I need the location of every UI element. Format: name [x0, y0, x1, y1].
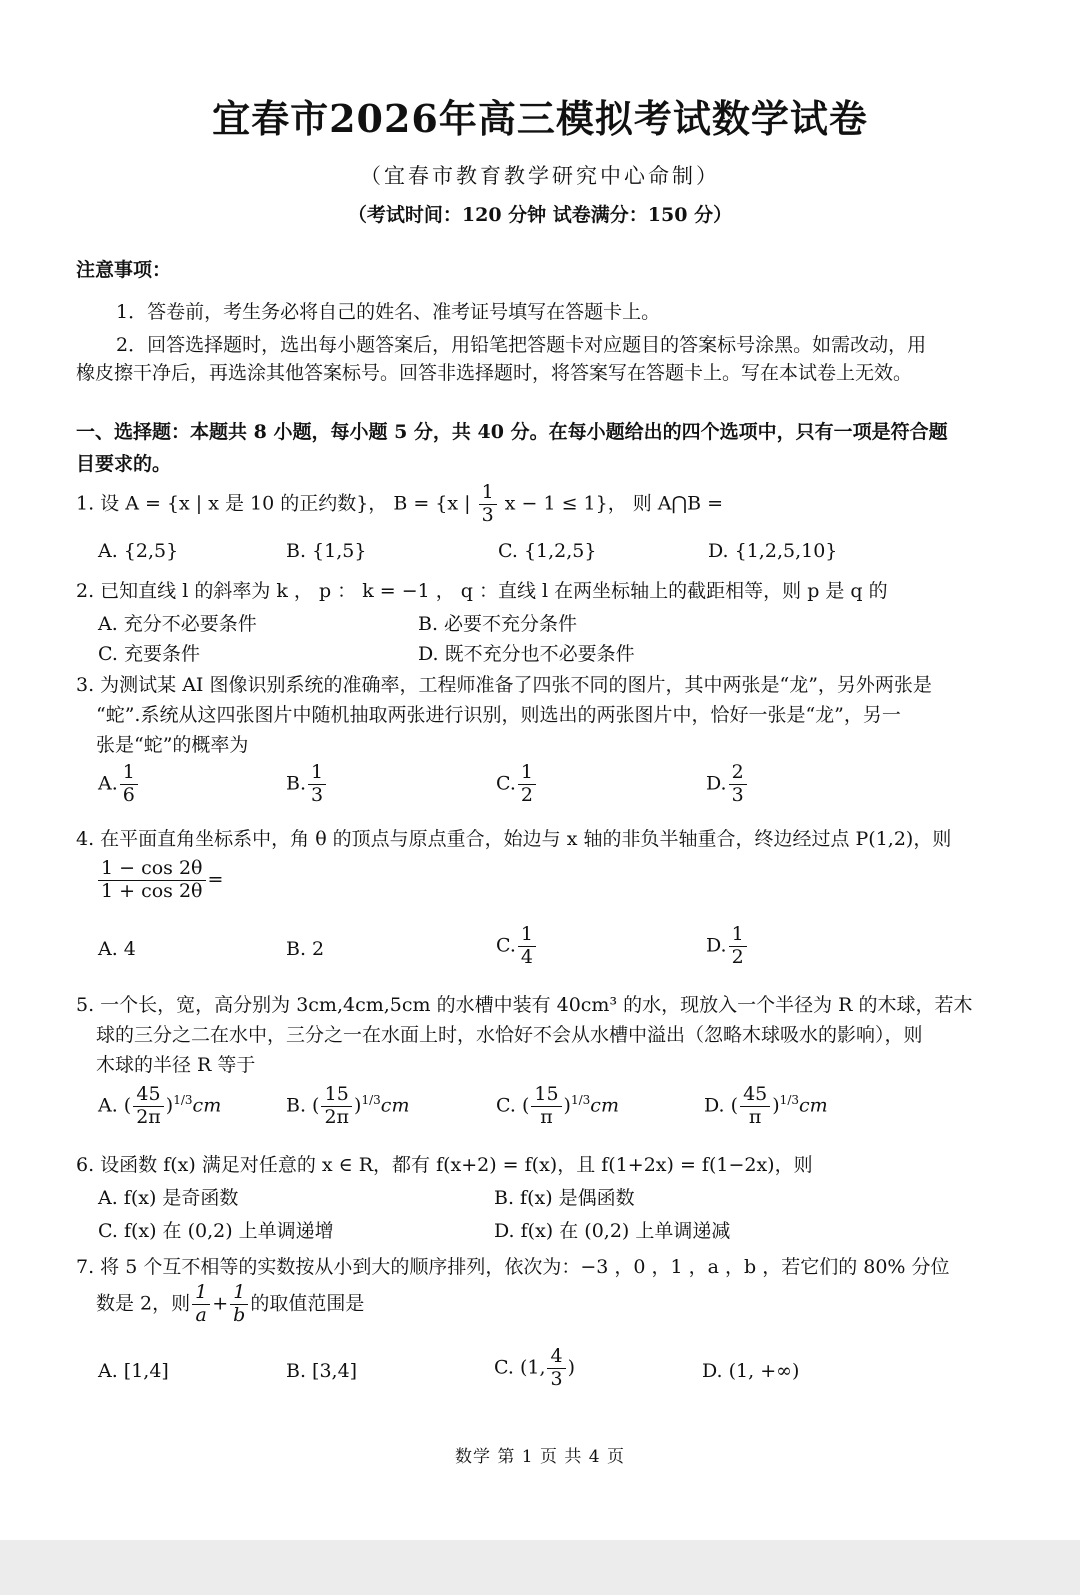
- q5-a-exp-den: 3: [184, 1093, 193, 1108]
- q3-a-label: A.: [98, 772, 118, 795]
- q5-b-close: ): [354, 1094, 362, 1117]
- q1-option-b: B. {1,5}: [286, 540, 367, 562]
- q5-a-unit: cm: [192, 1094, 222, 1117]
- q5-c-num: 15: [531, 1084, 561, 1107]
- q5-a-close: ): [165, 1094, 174, 1117]
- q3-d-label: D.: [706, 772, 727, 795]
- q1-option-c: C. {1,2,5}: [498, 540, 597, 562]
- q4-d-label: D.: [706, 934, 727, 957]
- q5-b-num: 15: [321, 1084, 352, 1107]
- q4-option-d: [706, 924, 749, 969]
- q5-d-num: 45: [740, 1084, 770, 1107]
- page-footer: 数学 第 1 页 共 4 页: [454, 1447, 626, 1467]
- q5-c-close: ): [563, 1094, 571, 1117]
- q5-d-label: D. (: [704, 1094, 739, 1117]
- q5-a-label: A. (: [98, 1094, 132, 1117]
- q5-a-exp-num: 1: [173, 1093, 181, 1108]
- q5-c-exp: 1/3: [570, 1093, 591, 1108]
- exam-subtitle: （宜春市教育教学研究中心命制）: [360, 164, 720, 188]
- q5-b-exp: 1/3: [361, 1093, 381, 1108]
- q3-option-c: [496, 762, 538, 807]
- section1-heading-line2: 目要求的。: [76, 453, 172, 475]
- q5-b-exp-den: 3: [373, 1093, 381, 1108]
- q5-a-exp: 1/3: [173, 1093, 193, 1108]
- q3-c-frac: [518, 762, 536, 807]
- q5-a-num: 45: [133, 1084, 164, 1107]
- q6-option-d: D. f(x) 在 (0,2) 上单调递减: [494, 1220, 731, 1242]
- q3-c-den: 2: [520, 783, 533, 806]
- q3-a-num: 1: [120, 762, 138, 785]
- q5-c-unit: cm: [590, 1094, 619, 1117]
- q7-c-num: 4: [547, 1346, 565, 1369]
- q3-b-num: 1: [308, 762, 326, 785]
- q5-d-close: ): [772, 1094, 780, 1117]
- q5-d-exp: 1/3: [779, 1093, 799, 1108]
- q4-expr-frac: [98, 858, 206, 903]
- question-5-line1: 5. 一个长，宽，高分别为 3cm,4cm,5cm 的水槽中装有 40cm³ 的水，现放入一个半径为 R 的木球，若木: [76, 994, 973, 1016]
- question-3-line3: 张是“蛇”的概率为: [96, 734, 249, 756]
- q5-option-c: [496, 1084, 619, 1129]
- q5-b-frac: [321, 1084, 352, 1129]
- q5-d-den: π: [748, 1105, 762, 1128]
- q2-option-a: A. 充分不必要条件: [98, 613, 257, 635]
- question-2-stem: 2. 已知直线 l 的斜率为 k ， p ： k = −1 ， q ：直线 l 在两坐标轴上的截距相等，则 p 是 q 的: [76, 580, 888, 602]
- exam-title: 宜春市2026年高三模拟考试数学试卷: [212, 96, 868, 141]
- q3-c-num: 1: [518, 762, 536, 785]
- question-3-line2: “蛇”.系统从这四张图片中随机抽取两张进行识别，则选出的两张图片中，恰好一张是“龙”，另一: [96, 704, 901, 726]
- q5-d-exp-den: 3: [791, 1093, 799, 1108]
- q7-option-c: [494, 1346, 575, 1391]
- q5-option-a: [98, 1084, 221, 1129]
- q1-stem-part-a: 1. 设 A = {x | x 是 10 的正约数}， B = {x |: [76, 492, 471, 515]
- q4-expr-eq: =: [207, 868, 224, 891]
- q2-option-d: D. 既不充分也不必要条件: [418, 643, 635, 665]
- q3-option-a: [98, 762, 140, 807]
- q5-b-exp-num: 1: [361, 1093, 370, 1108]
- q5-d-exp-num: 1: [779, 1093, 788, 1108]
- q7-frac-2: [230, 1282, 248, 1327]
- q5-c-label: C. (: [496, 1094, 530, 1117]
- q3-option-d: [706, 762, 749, 807]
- note-item-2-line2: 橡皮擦干净后，再选涂其他答案标号。回答非选择题时，将答案写在答题卡上。写在本试卷上无效。: [76, 362, 913, 384]
- q1-stem-part-b: x − 1 ≤ 1}， 则 A⋂B =: [504, 492, 724, 515]
- q1-fraction: [479, 482, 497, 527]
- q3-b-label: B.: [286, 772, 307, 795]
- q7-c-frac: [547, 1346, 565, 1391]
- exam-info: （考试时间：120 分钟 试卷满分：150 分）: [347, 204, 733, 226]
- q4-c-den: 4: [520, 945, 533, 968]
- q7-option-b: B. [3,4]: [286, 1360, 358, 1382]
- question-5-line2: 球的三分之二在水中，三分之一在水面上时，水恰好不会从水槽中溢出（忽略木球吸水的影响），则: [96, 1024, 923, 1046]
- q7-c-part-a: C. (1,: [494, 1356, 546, 1379]
- q7-c-part-b: ): [567, 1356, 575, 1379]
- q2-option-b: B. 必要不充分条件: [418, 613, 578, 635]
- q7-line2-part-a: 数是 2，则: [96, 1292, 191, 1315]
- q7-option-a: A. [1,4]: [98, 1360, 169, 1382]
- page-bottom-margin: [0, 1540, 1080, 1595]
- q1-option-d: D. {1,2,5,10}: [708, 540, 838, 562]
- q3-a-den: 6: [122, 783, 135, 806]
- q6-option-a: A. f(x) 是奇函数: [98, 1187, 239, 1209]
- q5-a-den: 2π: [136, 1105, 161, 1128]
- q4-c-num: 1: [518, 924, 536, 947]
- q7-frac2-num: 1: [230, 1282, 248, 1305]
- note-item-1: 1．答卷前，考生务必将自己的姓名、准考证号填写在答题卡上。: [116, 301, 661, 323]
- q4-option-c: [496, 924, 538, 969]
- q5-c-exp-den: 3: [582, 1093, 591, 1108]
- question-4-expression: [96, 858, 223, 903]
- q1-option-a: A. {2,5}: [98, 540, 179, 562]
- q3-d-num: 2: [729, 762, 747, 785]
- q5-b-den: 2π: [324, 1105, 350, 1128]
- q7-frac-1: [192, 1282, 210, 1327]
- question-6-stem: 6. 设函数 f(x) 满足对任意的 x ∈ R，都有 f(x+2) = f(x)，且 f(1+2x) = f(1−2x)，则: [76, 1154, 813, 1176]
- q5-c-den: π: [540, 1105, 553, 1128]
- q5-b-label: B. (: [286, 1094, 320, 1117]
- question-7-line1: 7. 将 5 个互不相等的实数按从小到大的顺序排列，依次为：−3 ，0 ，1 ，a ，b ，若它们的 80% 分位: [76, 1256, 950, 1278]
- section1-heading-line1: 一、选择题：本题共 8 小题，每小题 5 分，共 40 分。在每小题给出的四个选项中，只有一项是符合题: [76, 421, 948, 443]
- q4-d-num: 1: [729, 924, 747, 947]
- q5-d-unit: cm: [799, 1094, 828, 1117]
- q7-option-d: D. (1, +∞): [702, 1360, 800, 1382]
- q6-option-b: B. f(x) 是偶函数: [494, 1187, 635, 1209]
- q7-frac2-den: b: [233, 1303, 246, 1326]
- q5-a-frac: [133, 1084, 164, 1129]
- q1-frac-num: 1: [479, 482, 497, 505]
- q7-frac1-num: 1: [192, 1282, 210, 1305]
- q7-c-den: 3: [550, 1367, 563, 1390]
- q7-frac1-den: a: [195, 1303, 207, 1326]
- q5-option-d: [704, 1084, 828, 1129]
- q2-option-c: C. 充要条件: [98, 643, 200, 665]
- q4-option-b: B. 2: [286, 938, 325, 960]
- q4-c-label: C.: [496, 934, 516, 957]
- q4-d-frac: [729, 924, 747, 969]
- q3-b-den: 3: [311, 783, 324, 806]
- q3-d-frac: [729, 762, 747, 807]
- q6-option-c: C. f(x) 在 (0,2) 上单调递增: [98, 1220, 334, 1242]
- q5-option-b: [286, 1084, 409, 1129]
- q3-c-label: C.: [496, 772, 516, 795]
- q5-c-frac: [531, 1084, 561, 1129]
- q3-a-frac: [120, 762, 138, 807]
- question-7-line2: [96, 1282, 364, 1327]
- question-5-line3: 木球的半径 R 等于: [96, 1054, 256, 1076]
- q4-option-a: A. 4: [98, 938, 136, 960]
- question-3-line1: 3. 为测试某 AI 图像识别系统的准确率，工程师准备了四张不同的图片，其中两张是“龙”，另外两张是: [76, 674, 932, 696]
- q3-d-den: 3: [731, 783, 744, 806]
- note-item-2-line1: 2．回答选择题时，选出每小题答案后，用铅笔把答题卡对应题目的答案标号涂黑。如需改动，用: [116, 334, 927, 356]
- q4-c-frac: [518, 924, 536, 969]
- q7-plus: +: [212, 1292, 229, 1315]
- q5-c-exp-num: 1: [570, 1093, 579, 1108]
- q7-line2-part-b: 的取值范围是: [250, 1292, 365, 1315]
- question-4-line1: 4. 在平面直角坐标系中，角 θ 的顶点与原点重合，始边与 x 轴的非负半轴重合，终边经过点 P(1,2)，则: [76, 828, 952, 850]
- q3-b-frac: [308, 762, 326, 807]
- q1-frac-den: 3: [481, 503, 494, 526]
- q5-b-unit: cm: [380, 1094, 410, 1117]
- q4-expr-num: 1 − cos 2θ: [98, 858, 206, 881]
- q5-d-frac: [740, 1084, 770, 1129]
- question-1-stem: [76, 482, 723, 527]
- notes-heading: 注意事项：: [76, 259, 172, 281]
- q3-option-b: [286, 762, 328, 807]
- q4-d-den: 2: [731, 945, 744, 968]
- q4-expr-den: 1 + cos 2θ: [101, 879, 203, 902]
